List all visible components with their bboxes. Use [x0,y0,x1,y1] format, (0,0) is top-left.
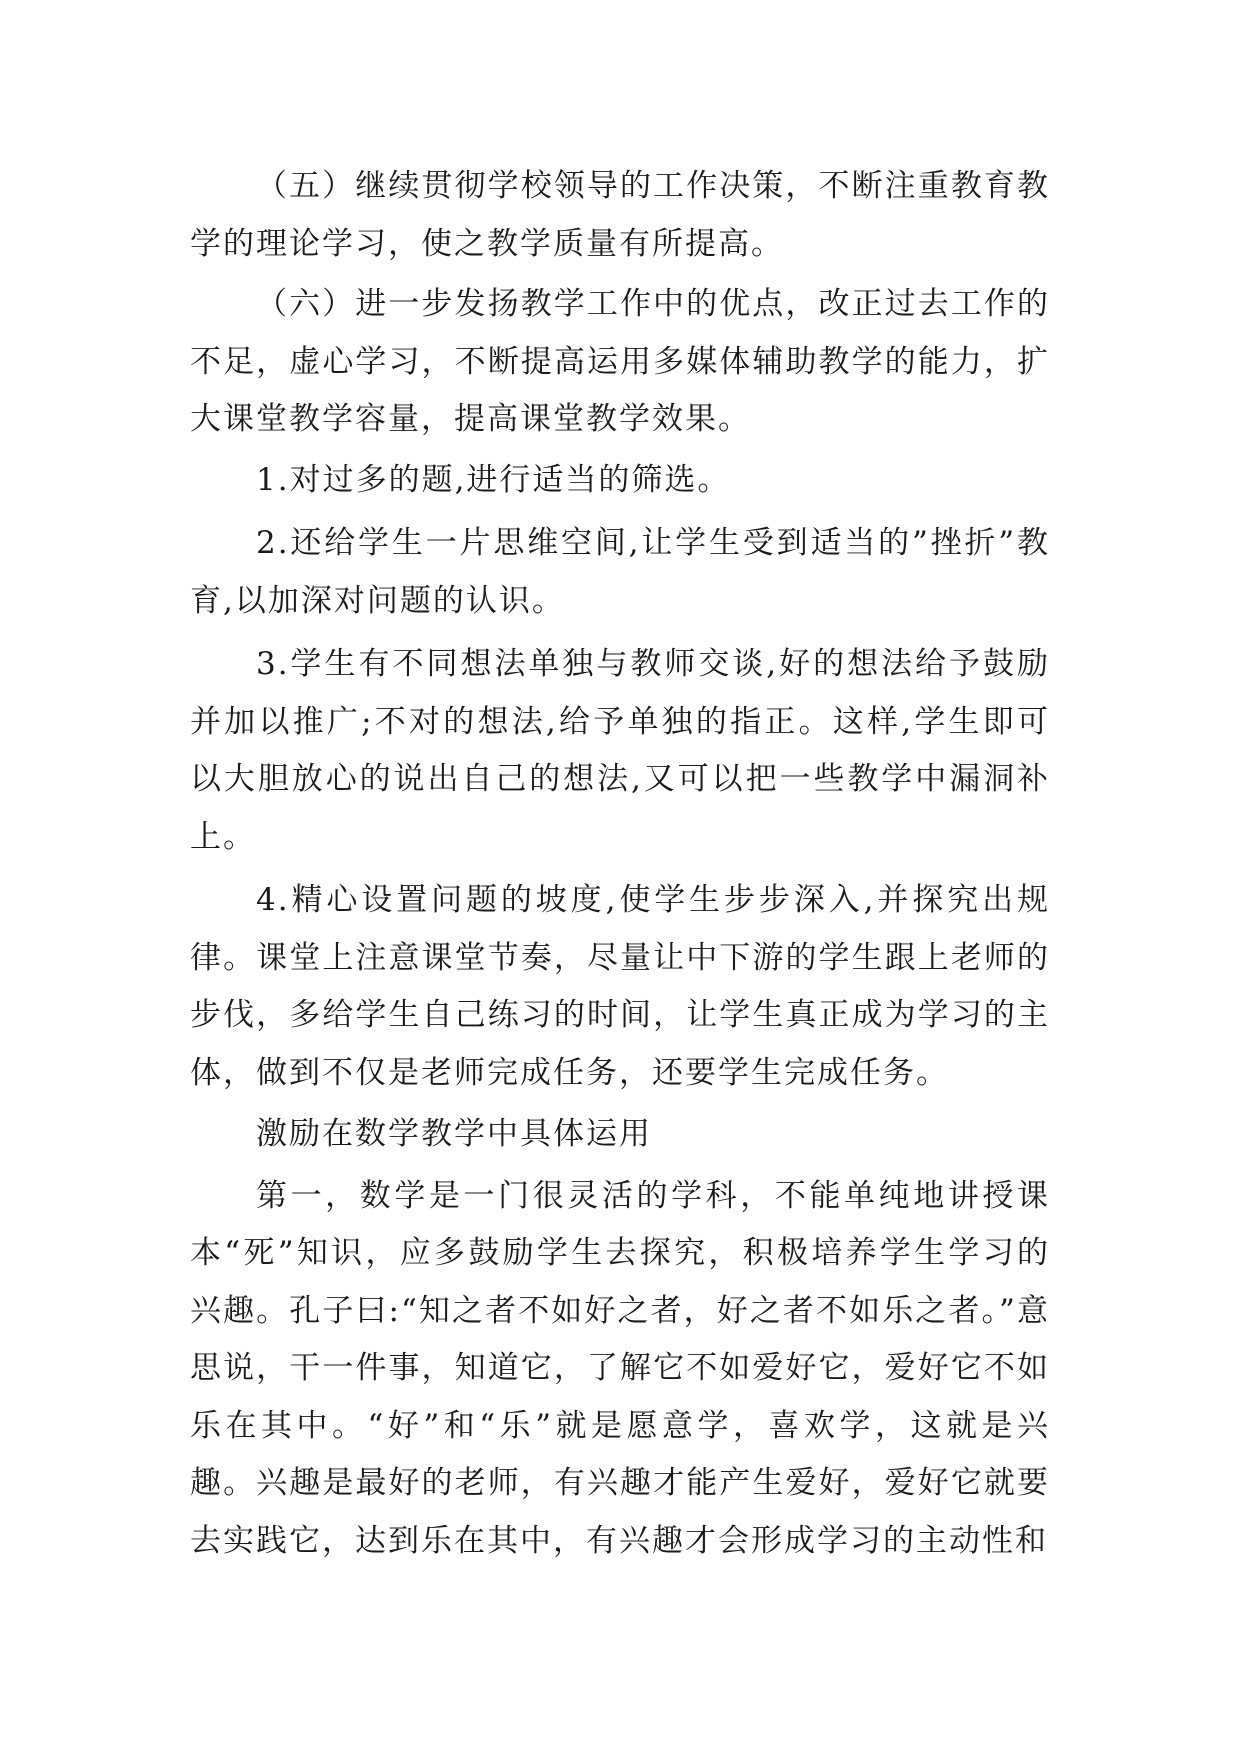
list-item-3: 3.学生有不同想法单独与教师交谈,好的想法给予鼓励并加以推广;不对的想法,给予单独的指正。这样,学生即可以大胆放心的说出自己的想法,又可以把一些教学中漏洞补上。 [190,646,1050,855]
paragraph-six: （六）进一步发扬教学工作中的优点，改正过去工作的不足，虚心学习，不断提高运用多媒体辅助教学的能力，扩大课堂教学容量，提高课堂教学效果。 [190,286,1050,437]
paragraph-five: （五）继续贯彻学校领导的工作决策，不断注重教育教学的理论学习，使之教学质量有所提高。 [190,168,1050,262]
list-item-4: 4.精心设置问题的坡度,使学生步步深入,并探究出规律。课堂上注意课堂节奏，尽量让中下游的学生跟上老师的步伐，多给学生自己练习的时间，让学生真正成为学习的主体，做到不仅是老师完成任务，还要学生完成任务。 [190,882,1050,1091]
paragraph-first: 第一，数学是一门很灵活的学科，不能单纯地讲授课本“死”知识，应多鼓励学生去探究，积极培养学生学习的兴趣。孔子曰:“知之者不如好之者，好之者不如乐之者。”意思说，干一件事，知道它，了解它不如爱好它，爱好它不如乐在其中。“好”和“乐”就是愿意学，喜欢学，这就是兴趣。兴趣是最好的老师，有兴趣才能产生爱好，爱好它就要去实践它，达到乐在其中，有兴趣才会形成学习的主动性和 [190,1177,1050,1559]
document-page [190,158,1050,1570]
section-heading: 激励在数学教学中具体运用 [256,1116,652,1152]
list-item-1: 1.对过多的题,进行适当的筛选。 [256,461,731,498]
list-item-2: 2.还给学生一片思维空间,让学生受到适当的”挫折”教育,以加深对问题的认识。 [190,525,1050,619]
